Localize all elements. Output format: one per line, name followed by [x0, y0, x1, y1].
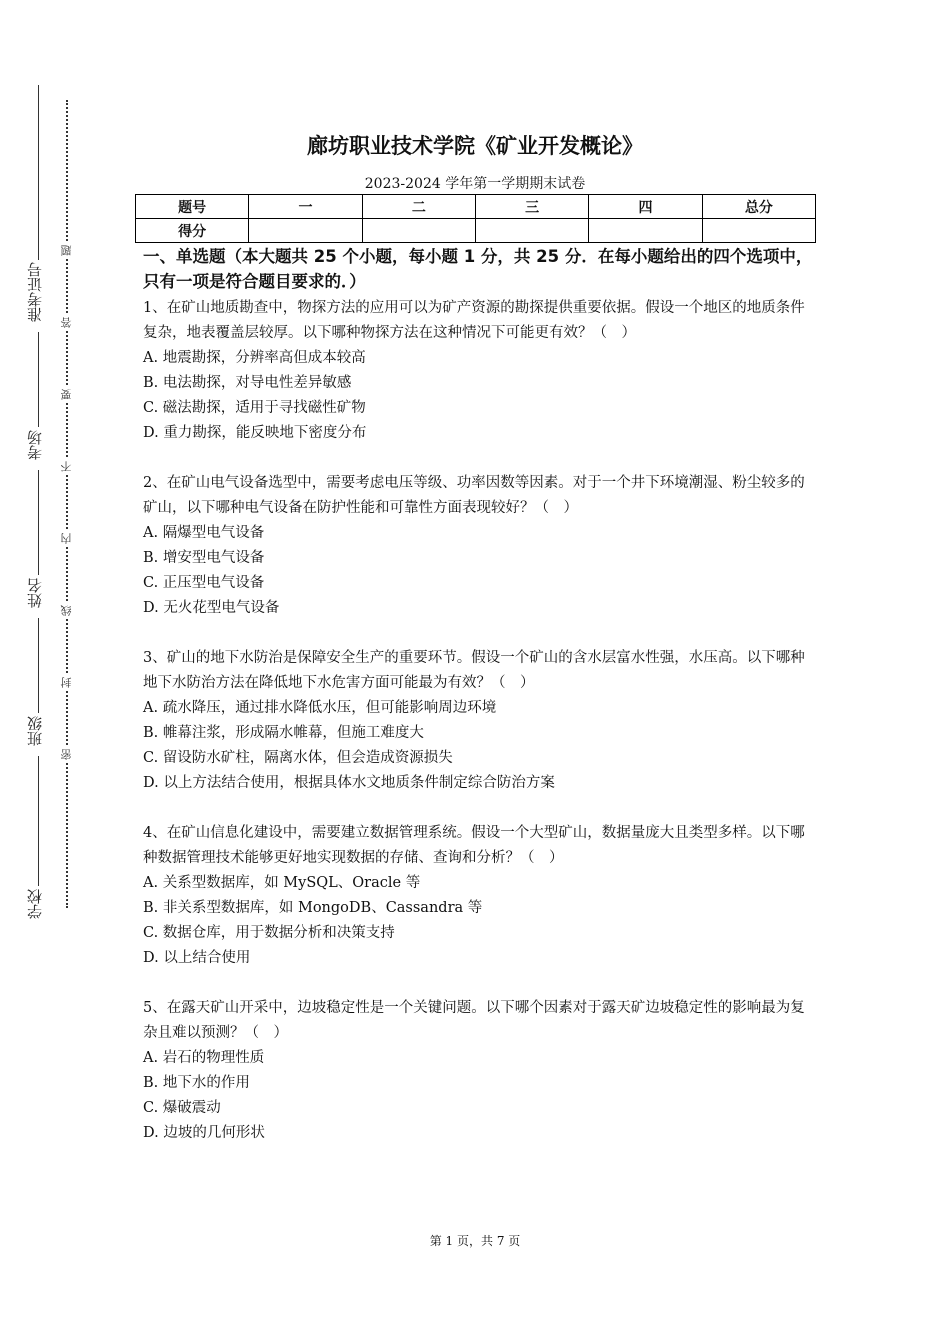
margin-line [38, 332, 39, 427]
field-class: 班级 [26, 716, 44, 746]
exam-title: 廊坊职业技术学院《矿业开发概论》 [307, 134, 643, 158]
score-blank-cell [475, 219, 588, 243]
field-exam-number: 准考证号 [26, 262, 44, 322]
field-school: 学校 [26, 889, 44, 919]
score-table-score-row [136, 219, 816, 243]
page-number: 第 1 页，共 7 页 [429, 1234, 521, 1248]
score-table-cell: 得分 [136, 219, 249, 243]
score-table-cell: 三 [475, 195, 588, 219]
option-c: C. 正压型电气设备 [143, 575, 265, 591]
field-name: 姓名 [26, 578, 44, 608]
seal-char: 内 [59, 531, 75, 547]
seal-char: 不 [59, 459, 75, 475]
exam-content [143, 244, 815, 1171]
question [143, 471, 815, 621]
option-b: B. 增安型电气设备 [143, 550, 265, 566]
question [143, 821, 815, 971]
seal-char: 答 [59, 315, 75, 331]
score-blank-cell [702, 219, 815, 243]
margin-line [38, 618, 39, 713]
question [143, 646, 815, 796]
option-d: D. 边坡的几何形状 [143, 1125, 265, 1141]
seal-char: 要 [59, 387, 75, 403]
option-d: D. 重力勘探，能反映地下密度分布 [143, 425, 367, 441]
option-a: A. 岩石的物理性质 [143, 1050, 265, 1066]
question-text: 4、在矿山信息化建设中，需要建立数据管理系统。假设一个大型矿山，数据量庞大且类型多样。以下哪种数据管理技术能够更好地实现数据的存储、查询和分析？（ ） [143, 825, 805, 866]
seal-char: 题 [59, 243, 75, 259]
score-table-cell: 题号 [136, 195, 249, 219]
field-exam-room: 考场 [26, 430, 44, 460]
score-blank-cell [249, 219, 362, 243]
seal-dotted-line [66, 100, 68, 908]
option-c: C. 留设防水矿柱，隔离水体，但会造成资源损失 [143, 750, 453, 766]
margin-line [38, 470, 39, 575]
option-b: B. 电法勘探，对导电性差异敏感 [143, 375, 352, 391]
option-d: D. 以上方法结合使用，根据具体水文地质条件制定综合防治方案 [143, 775, 555, 791]
option-b: B. 帷幕注浆，形成隔水帷幕，但施工难度大 [143, 725, 424, 741]
question-text: 1、在矿山地质勘查中，物探方法的应用可以为矿产资源的勘探提供重要依据。假设一个地区的地质条件复杂，地表覆盖层较厚。以下哪种物探方法在这种情况下可能更有效？（ ） [143, 300, 805, 341]
option-d: D. 无火花型电气设备 [143, 600, 280, 616]
option-c: C. 数据仓库，用于数据分析和决策支持 [143, 925, 395, 941]
option-d: D. 以上结合使用 [143, 950, 251, 966]
seal-char: 封 [59, 675, 75, 691]
option-c: C. 磁法勘探，适用于寻找磁性矿物 [143, 400, 366, 416]
score-table-cell: 二 [362, 195, 475, 219]
option-c: C. 爆破震动 [143, 1100, 221, 1116]
seal-char: 线 [59, 603, 75, 619]
option-a: A. 疏水降压，通过排水降低水压，但可能影响周边环境 [143, 700, 497, 716]
option-a: A. 隔爆型电气设备 [143, 525, 265, 541]
option-a: A. 地震勘探，分辨率高但成本较高 [143, 350, 366, 366]
seal-char: 密 [59, 747, 75, 763]
score-table-header-row [136, 195, 816, 219]
margin-line [38, 756, 39, 886]
score-table-cell: 总分 [702, 195, 815, 219]
question-text: 2、在矿山电气设备选型中，需要考虑电压等级、功率因数等因素。对于一个井下环境潮湿、粉尘较多的矿山，以下哪种电气设备在防护性能和可靠性方面表现较好？（ ） [143, 475, 805, 516]
option-a: A. 关系型数据库，如 MySQL、Oracle 等 [143, 875, 421, 891]
option-b: B. 非关系型数据库，如 MongoDB、Cassandra 等 [143, 900, 483, 916]
score-table-cell: 一 [249, 195, 362, 219]
section-title: 一、单选题（本大题共 25 个小题，每小题 1 分，共 25 分．在每小题给出的四个选项中，只有一项是符合题目要求的．） [143, 247, 813, 291]
score-blank-cell [362, 219, 475, 243]
question-text: 5、在露天矿山开采中，边坡稳定性是一个关键问题。以下哪个因素对于露天矿边坡稳定性的影响最为复杂且难以预测？（ ） [143, 1000, 805, 1041]
question [143, 296, 815, 446]
score-table-cell: 四 [589, 195, 702, 219]
option-b: B. 地下水的作用 [143, 1075, 250, 1091]
question [143, 996, 815, 1146]
question-text: 3、矿山的地下水防治是保障安全生产的重要环节。假设一个矿山的含水层富水性强，水压高。以下哪种地下水防治方法在降低地下水危害方面可能最为有效？（ ） [143, 650, 805, 691]
score-blank-cell [589, 219, 702, 243]
score-table [135, 194, 816, 243]
exam-subtitle: 2023-2024 学年第一学期期末试卷 [364, 176, 586, 192]
